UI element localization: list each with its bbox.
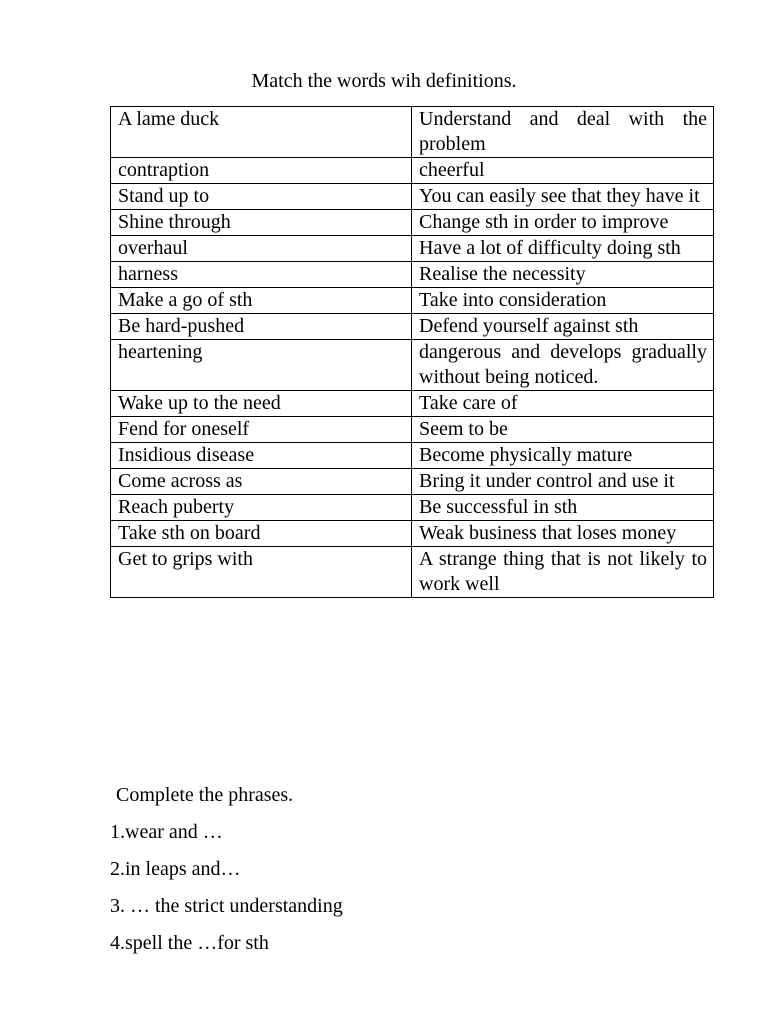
word-cell: A lame duck bbox=[111, 107, 412, 158]
word-cell: heartening bbox=[111, 340, 412, 391]
definition-cell: cheerful bbox=[412, 158, 714, 184]
word-cell: Insidious disease bbox=[111, 443, 412, 469]
definition-cell: A strange thing that is not likely to work well bbox=[412, 547, 714, 598]
word-cell: contraption bbox=[111, 158, 412, 184]
table-row bbox=[111, 340, 714, 391]
table-row bbox=[111, 288, 714, 314]
phrase-item: 4.spell the …for sth bbox=[110, 932, 269, 954]
definition-cell: Weak business that loses money bbox=[412, 521, 714, 547]
definition-cell: Realise the necessity bbox=[412, 262, 714, 288]
phrase-item: 1.wear and … bbox=[110, 821, 223, 843]
word-cell: Get to grips with bbox=[111, 547, 412, 598]
table-row bbox=[111, 184, 714, 210]
word-cell: Wake up to the need bbox=[111, 391, 412, 417]
definition-cell: Be successful in sth bbox=[412, 495, 714, 521]
page-title: Match the words wih definitions. bbox=[251, 70, 517, 92]
definition-cell: Bring it under control and use it bbox=[412, 469, 714, 495]
table-row bbox=[111, 236, 714, 262]
definition-cell: Become physically mature bbox=[412, 443, 714, 469]
definition-cell: Understand and deal with the problem bbox=[412, 107, 714, 158]
definition-cell: Defend yourself against sth bbox=[412, 314, 714, 340]
table-row bbox=[111, 469, 714, 495]
word-cell: overhaul bbox=[111, 236, 412, 262]
table-row bbox=[111, 443, 714, 469]
definition-cell: Change sth in order to improve bbox=[412, 210, 714, 236]
table-row bbox=[111, 495, 714, 521]
definition-cell: dangerous and develops gradually without being noticed. bbox=[412, 340, 714, 391]
word-cell: harness bbox=[111, 262, 412, 288]
word-cell: Make a go of sth bbox=[111, 288, 412, 314]
definition-cell: Have a lot of difficulty doing sth bbox=[412, 236, 714, 262]
table-row bbox=[111, 158, 714, 184]
phrases-heading: Complete the phrases. bbox=[116, 784, 294, 806]
phrase-item: 2.in leaps and… bbox=[110, 858, 241, 880]
definition-cell: Take care of bbox=[412, 391, 714, 417]
word-cell: Shine through bbox=[111, 210, 412, 236]
table-row bbox=[111, 417, 714, 443]
word-cell: Reach puberty bbox=[111, 495, 412, 521]
definition-cell: Seem to be bbox=[412, 417, 714, 443]
table-row bbox=[111, 262, 714, 288]
table-row bbox=[111, 107, 714, 158]
definition-cell: Take into consideration bbox=[412, 288, 714, 314]
matching-table bbox=[110, 106, 714, 598]
table-row bbox=[111, 521, 714, 547]
table-row bbox=[111, 210, 714, 236]
matching-table-body bbox=[111, 107, 714, 598]
table-row bbox=[111, 547, 714, 598]
phrase-item: 3. … the strict understanding bbox=[110, 895, 343, 917]
word-cell: Take sth on board bbox=[111, 521, 412, 547]
word-cell: Fend for oneself bbox=[111, 417, 412, 443]
word-cell: Come across as bbox=[111, 469, 412, 495]
word-cell: Be hard-pushed bbox=[111, 314, 412, 340]
table-row bbox=[111, 314, 714, 340]
definition-cell: You can easily see that they have it bbox=[412, 184, 714, 210]
word-cell: Stand up to bbox=[111, 184, 412, 210]
table-row bbox=[111, 391, 714, 417]
